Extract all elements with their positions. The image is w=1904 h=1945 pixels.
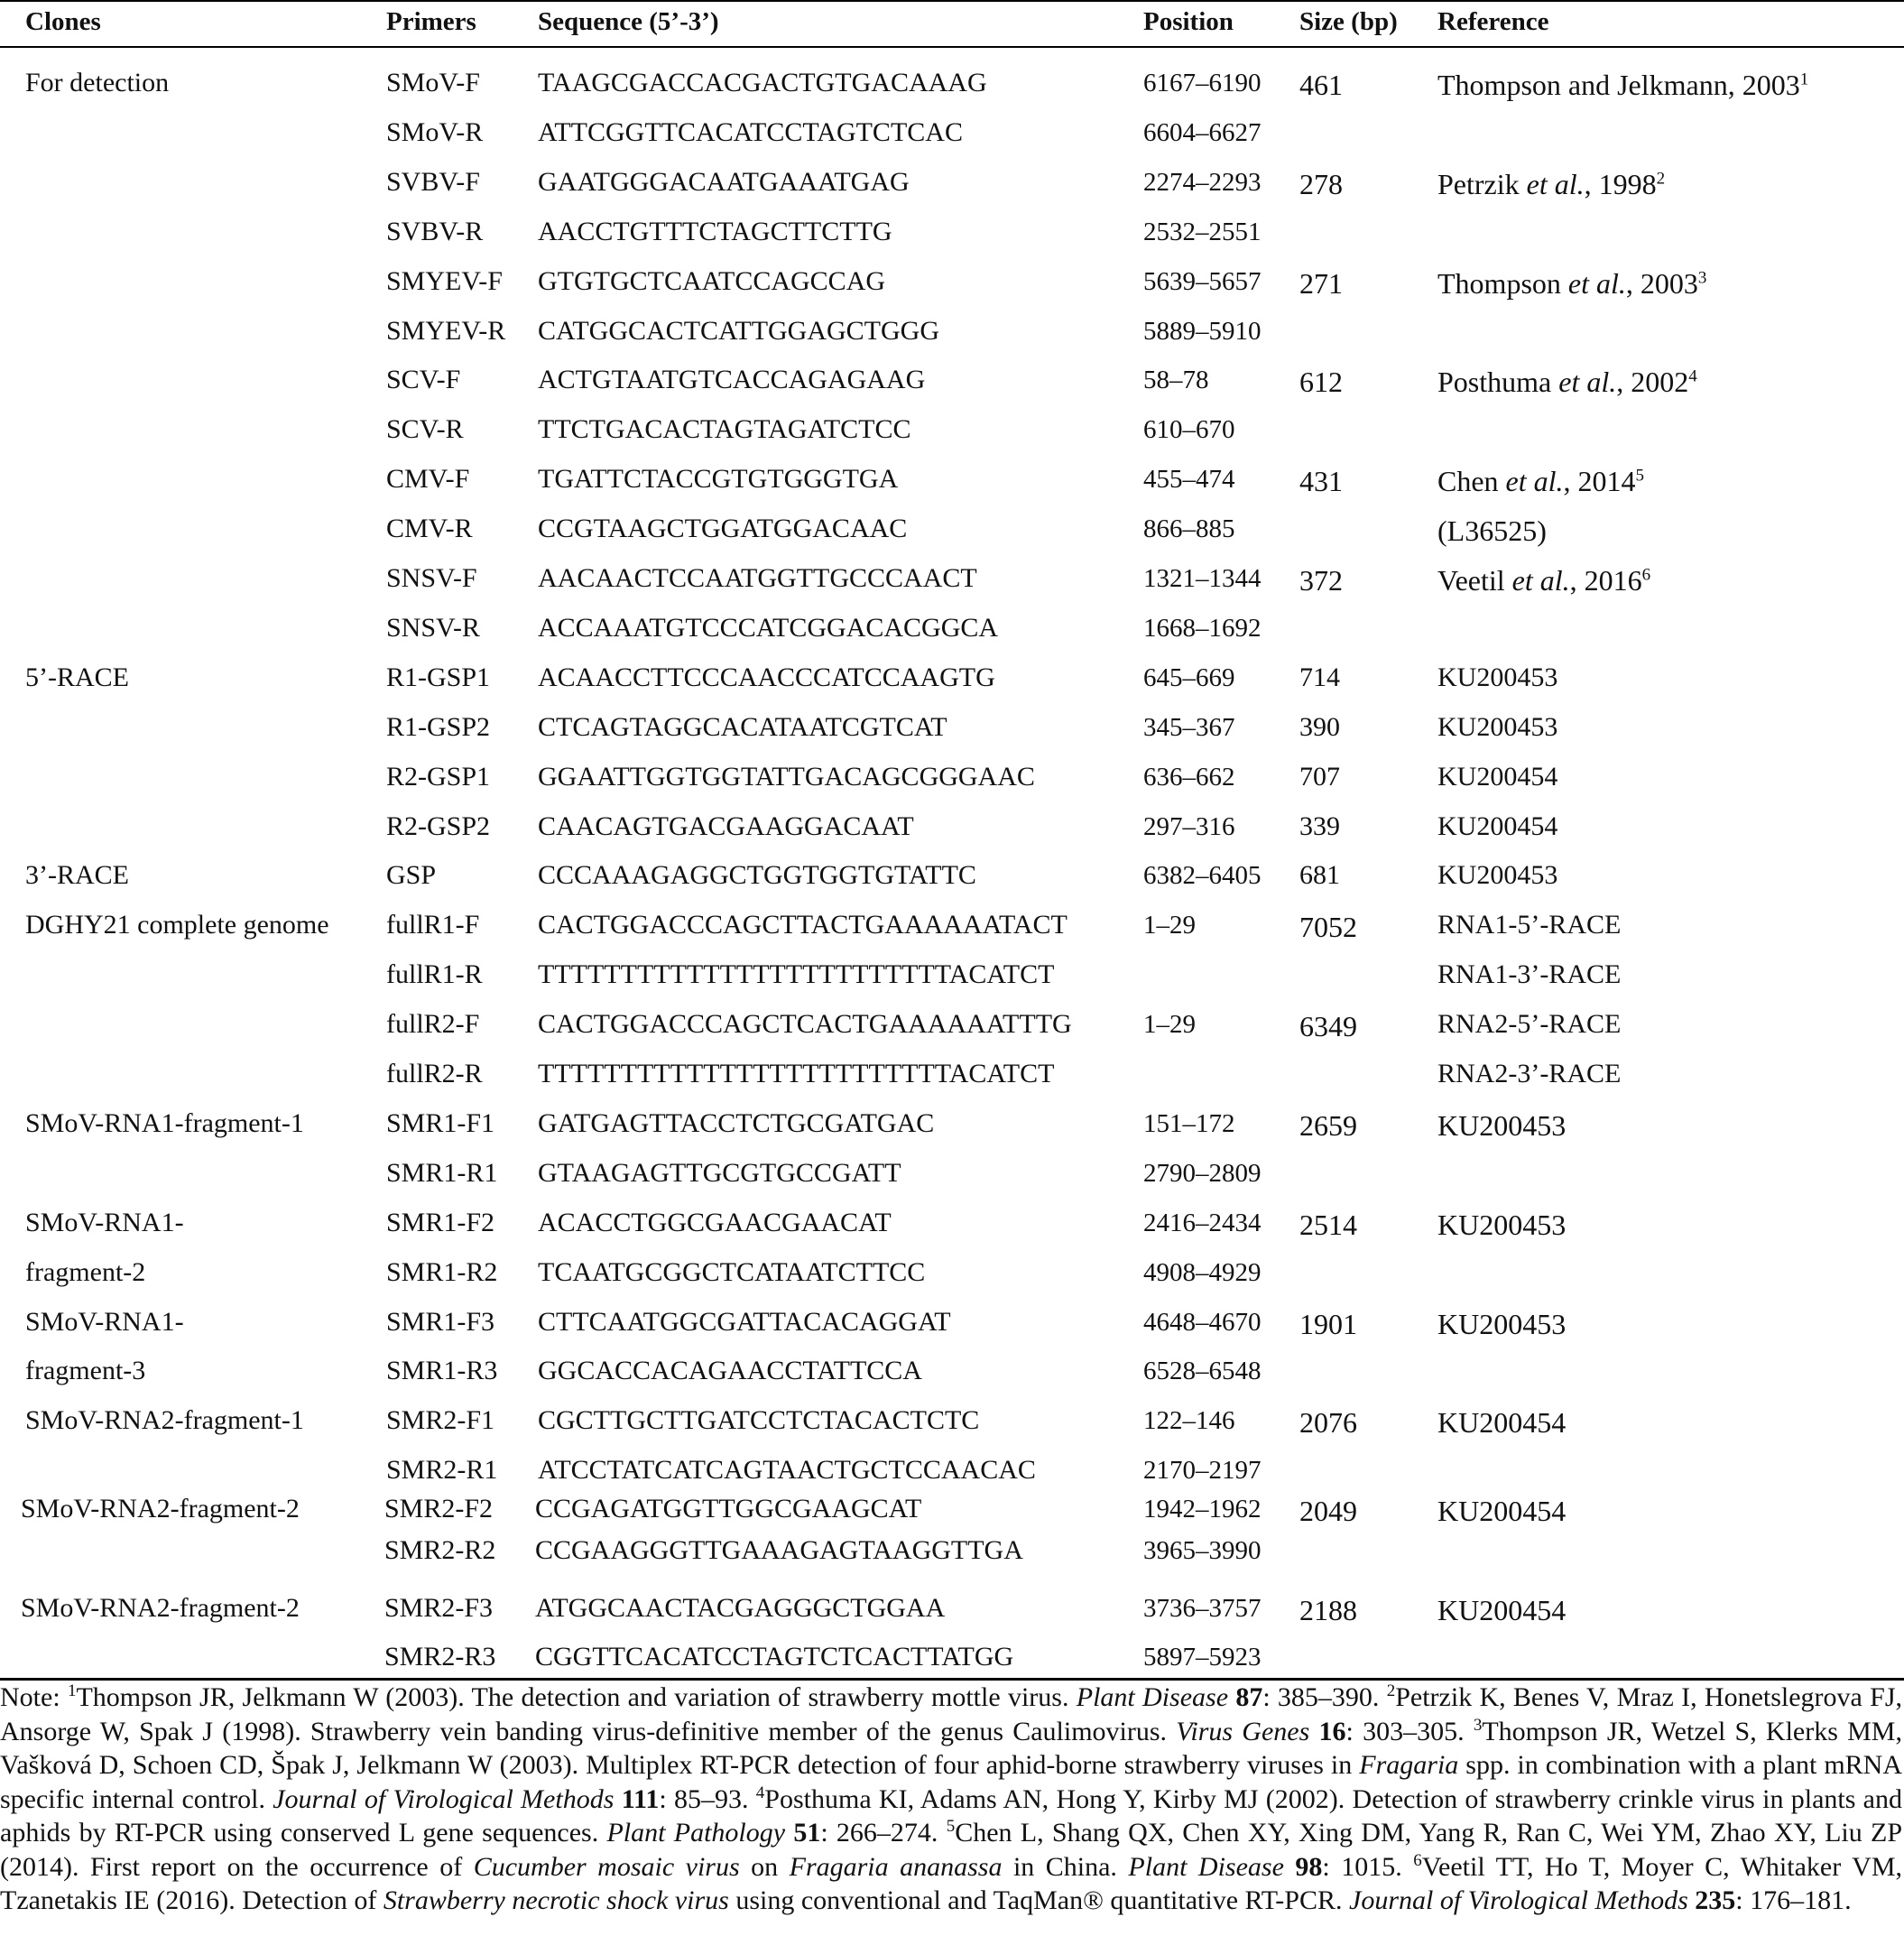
reference-cell [1437,1308,1566,1340]
sequence-cell: CGCTTGCTTGATCCTCTACACTCTC [538,1405,980,1436]
primer-cell: SMR2-R3 [384,1642,496,1672]
primer-cell: R1-GSP2 [386,711,491,742]
size-cell: 707 [1299,761,1340,792]
header-size: Size (bp) [1299,7,1398,36]
note-text: Veetil TT, Ho T, Moyer C, Whitaker VM, Tzanetakis IE (2016). Detection of [0,1851,1902,1915]
note-footnote-marker: 1 [67,1681,77,1700]
primer-cell: SMR1-R2 [386,1256,498,1287]
position-cell: 1321–1344 [1143,564,1262,593]
note-italic: Virus Genes [1176,1716,1310,1746]
size-cell: 390 [1299,711,1340,742]
sequence-cell: CACTGGACCCAGCTTACTGAAAAAATACT [538,910,1068,940]
reference-cell [1437,959,1621,991]
note-volume: 111 [621,1783,660,1814]
primer-cell: fullR2-R [386,1059,483,1088]
size-cell: 372 [1299,564,1343,597]
clone-cell: SMoV-RNA2-fragment-2 [21,1593,300,1623]
reference-cell [1437,909,1621,941]
note-volume: 235 [1695,1885,1736,1915]
reference-text: KU200453 [1437,860,1558,891]
reference-text: KU200454 [1437,1495,1567,1527]
clone-cell: DGHY21 complete genome [25,910,329,940]
note-italic: Strawberry necrotic shock virus [383,1885,729,1915]
sequence-cell: CCGAGATGGTTGGCGAAGCAT [535,1494,922,1524]
reference-cell [1437,564,1650,597]
footnote-marker: 5 [1635,466,1645,486]
primer-cell: SMR2-F3 [384,1593,494,1623]
note-italic: Journal of Virological Methods [273,1783,615,1814]
position-cell: 4648–4670 [1143,1307,1262,1337]
reference-cell [1437,711,1557,744]
header-position: Position [1143,7,1234,36]
reference-text: (L36525) [1437,514,1547,548]
sequence-cell: ATGGCAACTACGAGGGCTGGAA [535,1593,946,1623]
clone-cell: 5’-RACE [25,662,129,692]
primer-cell: fullR1-R [386,959,483,990]
primer-cell: SCV-R [386,414,464,445]
note-text: : 303–305. [1345,1716,1474,1746]
position-cell: 5639–5657 [1143,266,1262,296]
top-rule [0,0,1904,2]
position-cell: 6604–6627 [1143,117,1262,147]
sequence-cell: ACAACCTTCCCAACCCATCCAAGTG [538,662,995,692]
header-reference: Reference [1437,7,1549,36]
note-volume: 51 [793,1818,821,1848]
sequence-cell: ATCCTATCATCAGTAACTGCTCCAACAC [538,1455,1036,1486]
sequence-cell: ACCAAATGTCCCATCGGACACGGCA [538,612,999,643]
primer-cell: R2-GSP2 [386,810,491,841]
size-cell: 271 [1299,266,1343,300]
primer-cell: GSP [386,860,437,891]
reference-cell [1437,168,1665,200]
sequence-cell: CCGAAGGGTTGAAAGAGTAAGGTTGA [535,1535,1023,1565]
reference-text: KU200454 [1437,761,1558,792]
reference-text: KU200454 [1437,1406,1567,1440]
footnote-marker: 3 [1697,267,1707,287]
reference-text: RNA1-3’-RACE [1437,959,1622,990]
sequence-cell: GTAAGAGTTGCGTGCCGATT [538,1157,901,1188]
footnote-marker: 6 [1641,565,1651,585]
sequence-cell: TGATTCTACCGTGTGGGTGA [538,464,899,495]
reference-cell [1437,366,1697,398]
header-clones: Clones [25,7,101,36]
reference-cell [1437,1594,1566,1626]
header-rule [0,46,1904,48]
note-text [1309,1717,1318,1746]
reference-cell [1437,1495,1566,1527]
note-volume: 16 [1318,1716,1346,1746]
reference-cell [1437,810,1557,843]
size-cell: 2514 [1299,1208,1357,1241]
position-cell: 5897–5923 [1143,1643,1262,1672]
reference-cell [1437,1058,1621,1090]
clone-cell: SMoV-RNA1-fragment-1 [25,1107,304,1138]
reference-year: , 2016 [1569,564,1642,597]
position-cell: 1942–1962 [1143,1495,1262,1524]
note-text [614,1784,621,1814]
note-text: : 85–93. [659,1783,756,1814]
clone-cell: SMoV-RNA2-fragment-1 [25,1405,304,1436]
position-cell: 2170–2197 [1143,1456,1262,1486]
reference-author: Thompson [1437,266,1568,300]
reference-text: RNA1-5’-RACE [1437,910,1622,940]
position-cell: 866–885 [1143,514,1235,544]
reference-text: KU200453 [1437,662,1558,692]
reference-author: Chen [1437,465,1506,498]
sequence-cell: CTTCAATGGCGATTACACAGGAT [538,1306,951,1337]
position-cell: 151–172 [1143,1108,1235,1138]
primer-cell: fullR2-F [386,1009,480,1040]
primer-cell: SMR1-R1 [386,1157,498,1188]
primer-cell: CMV-F [386,464,470,495]
header-sequence: Sequence (5’-3’) [538,7,719,36]
note-italic: Plant Pathology [606,1818,786,1848]
position-cell: 4908–4929 [1143,1257,1262,1287]
sequence-cell: ACTGTAATGTCACCAGAGAAG [538,365,926,395]
size-cell: 714 [1299,662,1340,692]
clone-cell: SMoV-RNA1- [25,1207,184,1237]
reference-etal: et al. [1526,167,1585,200]
note-text: using conventional and TaqMan® quantitative RT-PCR. [728,1885,1349,1915]
sequence-cell: TCAATGCGGCTCATAATCTTCC [538,1256,926,1287]
note-italic: Journal of Virological Methods [1349,1885,1688,1915]
clone-cell: For detection [25,68,170,97]
sequence-cell: ACACCTGGCGAACGAACAT [538,1207,892,1237]
position-cell: 455–474 [1143,465,1235,495]
clone-cell: 3’-RACE [25,860,129,891]
reference-text: KU200453 [1437,1307,1567,1340]
note-text: on [739,1851,790,1882]
reference-etal: et al. [1558,366,1617,399]
reference-year: , 2003 [1625,266,1698,300]
primer-cell: SMR2-R1 [386,1455,498,1486]
note-text: Petrzik K, Benes V, Mraz I, Honetslegrova FJ, Ansorge W, Spak J (1998). Strawberry vein banding virus-definitive member of the genus Caulimovirus. [0,1682,1903,1746]
reference-cell [1437,514,1547,547]
reference-cell [1437,1008,1621,1041]
reference-cell [1437,267,1706,300]
sequence-cell: AACAACTCCAATGGTTGCCCAACT [538,563,977,593]
position-cell: 610–670 [1143,415,1235,445]
sequence-cell: GAATGGGACAATGAAATGAG [538,166,910,197]
table-note [0,1681,1902,1918]
note-text: : 385–390. [1262,1682,1387,1712]
primer-cell: SNSV-R [386,612,480,643]
reference-year: , 1998 [1584,167,1657,200]
position-cell: 345–367 [1143,712,1235,742]
sequence-cell: CCGTAAGCTGGATGGACAAC [538,514,908,544]
primer-cell: CMV-R [386,514,473,544]
note-volume: 98 [1295,1851,1323,1882]
sequence-cell: CTCAGTAGGCACATAATCGTCAT [538,711,947,742]
note-footnote-marker: 3 [1473,1715,1483,1735]
sequence-cell: GATGAGTTACCTCTGCGATGAC [538,1107,935,1138]
reference-text: KU200453 [1437,711,1558,742]
primer-cell: SVBV-F [386,166,480,197]
primer-cell: SMYEV-R [386,315,506,346]
primer-cell: SNSV-F [386,563,477,593]
size-cell: 2659 [1299,1108,1357,1142]
primer-cell: SMR1-F1 [386,1107,495,1138]
note-volume: 87 [1235,1682,1263,1712]
sequence-cell: ATTCGGTTCACATCCTAGTCTCAC [538,116,963,147]
note-text [1284,1852,1295,1882]
primer-cell: SMYEV-F [386,265,503,296]
position-cell: 645–669 [1143,662,1235,692]
position-cell: 3965–3990 [1143,1536,1262,1565]
sequence-cell: CACTGGACCCAGCTCACTGAAAAAATTTG [538,1009,1072,1040]
primer-cell: R2-GSP1 [386,761,491,792]
sequence-cell: GTGTGCTCAATCCAGCCAG [538,265,886,296]
note-label: Note: [0,1682,68,1712]
primer-cell: SMR2-R2 [384,1535,496,1565]
reference-author: Veetil [1437,564,1512,597]
size-cell: 339 [1299,810,1340,841]
position-cell: 6167–6190 [1143,69,1262,97]
footnote-marker: 1 [1799,69,1809,89]
position-cell: 297–316 [1143,811,1235,841]
reference-text: KU200454 [1437,810,1558,841]
note-body [0,1682,1902,1915]
clone-cell: fragment-3 [25,1356,146,1386]
note-italic: Cucumber mosaic virus [473,1851,740,1882]
reference-etal: et al. [1567,266,1626,300]
reference-cell [1437,69,1808,101]
note-italic: Plant Disease [1128,1851,1284,1882]
size-cell: 2049 [1299,1495,1357,1527]
note-footnote-marker: 5 [946,1817,956,1836]
note-text: : 1015. [1322,1851,1414,1882]
position-cell: 2790–2809 [1143,1158,1262,1188]
sequence-cell: TTTTTTTTTTTTTTTTTTTTTTTTTACATCT [538,1059,1055,1088]
size-cell: 278 [1299,167,1343,200]
clone-cell: SMoV-RNA2-fragment-2 [21,1494,300,1524]
reference-cell [1437,1109,1566,1142]
sequence-cell: TTCTGACACTAGTAGATCTCC [538,414,911,445]
note-text: : 176–181. [1735,1885,1852,1915]
reference-etal: et al. [1511,564,1570,597]
note-text: Thompson JR, Jelkmann W (2003). The detection and variation of strawberry mottle virus. [76,1682,1077,1712]
primer-cell: SMoV-R [386,116,484,147]
note-italic: Plant Disease [1076,1682,1229,1712]
reference-text: KU200453 [1437,1108,1567,1142]
reference-etal: et al. [1505,465,1564,498]
clone-cell: fragment-2 [25,1256,146,1287]
reference-text: Thompson and Jelkmann, 2003 [1437,69,1800,101]
primer-cell: R1-GSP1 [386,662,491,692]
reference-author: Posthuma [1437,366,1559,399]
position-cell: 2532–2551 [1143,217,1262,246]
reference-text: KU200454 [1437,1594,1567,1626]
size-cell: 6349 [1299,1010,1357,1043]
reference-cell [1437,859,1557,892]
note-italic: Fragaria ananassa [789,1851,1003,1882]
size-cell: 461 [1299,69,1343,101]
sequence-cell: CAACAGTGACGAAGGACAAT [538,810,914,841]
position-cell: 2416–2434 [1143,1208,1262,1237]
position-cell: 1–29 [1143,911,1196,940]
note-text: : 266–274. [820,1818,947,1848]
footnote-marker: 2 [1656,169,1666,189]
position-cell: 2274–2293 [1143,167,1262,197]
primer-cell: SCV-F [386,365,461,395]
primer-cell: SMoV-F [386,68,480,97]
note-italic: Fragaria [1359,1750,1459,1780]
size-cell: 431 [1299,465,1343,498]
note-text: in China. [1002,1851,1129,1882]
reference-text: RNA2-3’-RACE [1437,1059,1622,1088]
note-footnote-marker: 6 [1413,1850,1422,1870]
position-cell: 1–29 [1143,1010,1196,1040]
size-cell: 7052 [1299,911,1357,944]
footnote-marker: 4 [1688,366,1697,386]
reference-text: RNA2-5’-RACE [1437,1009,1622,1040]
position-cell: 5889–5910 [1143,316,1262,346]
reference-cell [1437,662,1557,694]
primer-cell: SMR2-F2 [384,1494,494,1524]
note-text: Posthuma KI, Adams AN, Hong Y, Kirby MJ (2002). Detection of strawberry crinkle virus in plants and aphids by RT-PCR using conserved L gene sequences. [0,1783,1903,1848]
size-cell: 612 [1299,366,1343,399]
position-cell: 3736–3757 [1143,1594,1262,1623]
reference-year: , 2014 [1563,465,1636,498]
position-cell: 6528–6548 [1143,1357,1262,1386]
reference-year: , 2002 [1616,366,1689,399]
note-text: Thompson JR, Wetzel S, Klerks MM, Vašková D, Schoen CD, Špak J, Jelkmann W (2003). Multiplex RT-PCR detection of four aphid-borne strawberry viruses in [0,1716,1902,1780]
sequence-cell: TTTTTTTTTTTTTTTTTTTTTTTTTACATCT [538,959,1055,990]
primer-cell: SMR1-F2 [386,1207,495,1237]
size-cell: 1901 [1299,1307,1357,1340]
sequence-cell: CCCAAAGAGGCTGGTGGTGTATTC [538,860,976,891]
size-cell: 681 [1299,860,1340,891]
reference-author: Petrzik [1437,167,1527,200]
note-text [785,1818,793,1848]
primer-cell: SVBV-R [386,216,484,246]
note-text: spp. in combination with a plant mRNA specific internal control. [0,1750,1903,1814]
position-cell: 122–146 [1143,1406,1235,1436]
reference-cell [1437,1209,1566,1241]
clone-cell: SMoV-RNA1- [25,1306,184,1337]
primer-cell: fullR1-F [386,910,480,940]
reference-text: KU200453 [1437,1208,1567,1241]
reference-cell [1437,1406,1566,1439]
sequence-cell: GGAATTGGTGGTATTGACAGCGGGAAC [538,761,1035,792]
reference-cell [1437,761,1557,793]
sequence-cell: GGCACCACAGAACCTATTCCA [538,1356,922,1386]
size-cell: 2188 [1299,1594,1357,1626]
size-cell: 2076 [1299,1406,1357,1440]
note-footnote-marker: 2 [1386,1681,1396,1700]
primer-cell: SMR1-R3 [386,1356,498,1386]
sequence-cell: CGGTTCACATCCTAGTCTCACTTATGG [535,1642,1014,1672]
primer-cell: SMR2-F1 [386,1405,495,1436]
header-primers: Primers [386,7,476,36]
sequence-cell: TAAGCGACCACGACTGTGACAAAG [538,68,987,97]
primer-cell: SMR1-F3 [386,1306,495,1337]
note-text: Chen L, Shang QX, Chen XY, Xing DM, Yang R, Ran C, Wei YM, Zhao XY, Liu ZP (2014). First report on the occurrence of [0,1818,1903,1882]
position-cell: 636–662 [1143,762,1235,792]
position-cell: 6382–6405 [1143,861,1262,891]
sequence-cell: CATGGCACTCATTGGAGCTGGG [538,315,940,346]
note-footnote-marker: 4 [755,1783,765,1802]
sequence-cell: AACCTGTTTCTAGCTTCTTG [538,216,892,246]
reference-cell [1437,465,1644,497]
position-cell: 1668–1692 [1143,613,1262,643]
position-cell: 58–78 [1143,366,1209,395]
